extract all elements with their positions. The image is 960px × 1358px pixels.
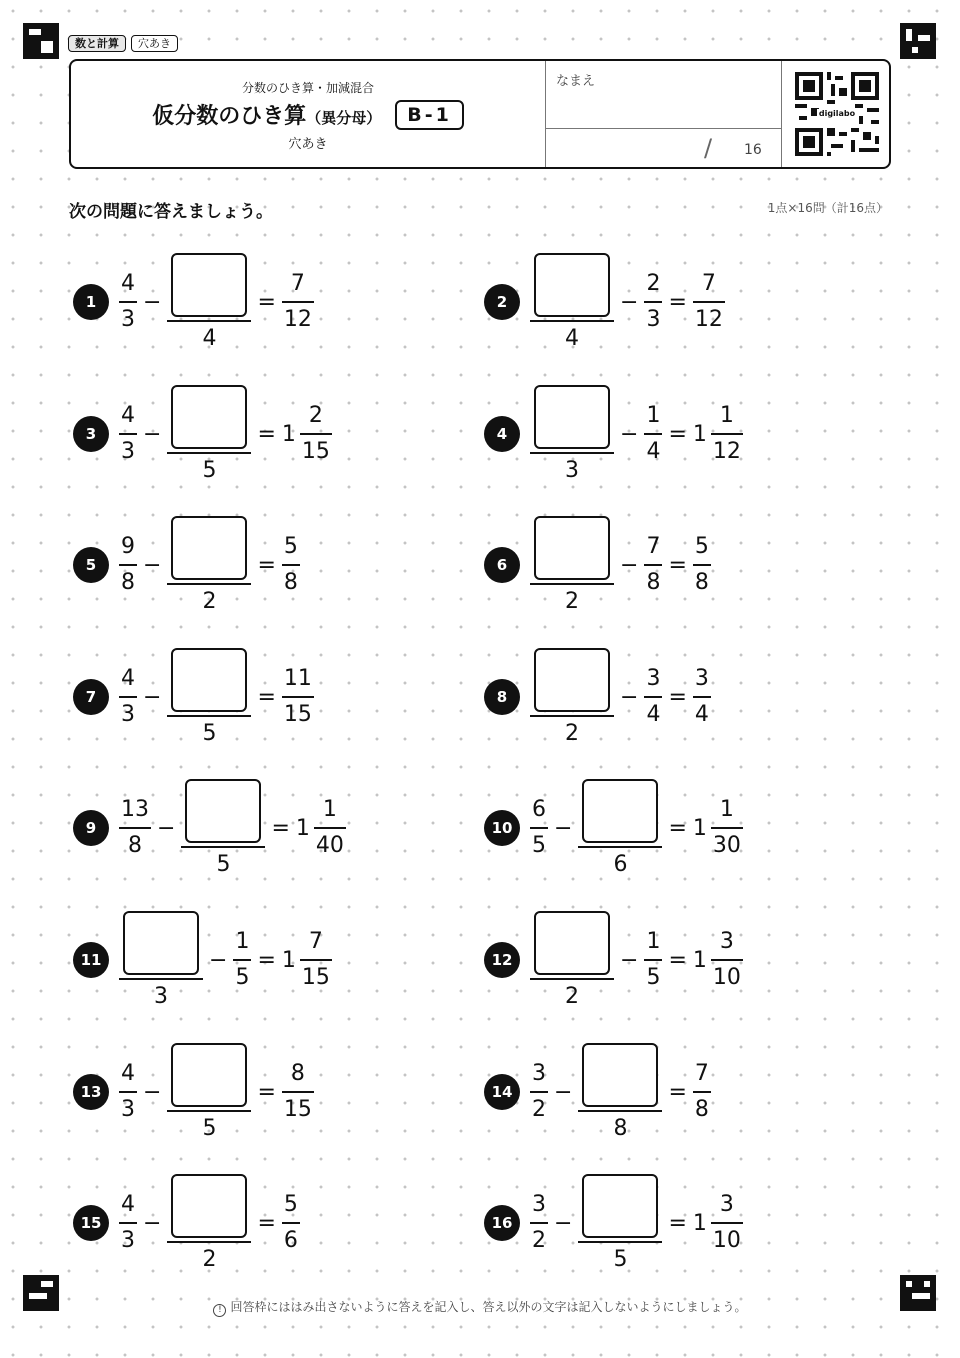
result-numerator: 1 <box>719 797 734 822</box>
corner-marker-top-left <box>23 23 59 59</box>
score-slash: / <box>704 134 713 162</box>
result-denominator: 8 <box>694 1097 709 1122</box>
fraction-bar <box>300 433 332 435</box>
subtrahend-denominator: 4 <box>646 702 661 727</box>
score-note: 1点×16問（計16点） <box>767 201 888 215</box>
minuend-denominator: 2 <box>565 983 579 1009</box>
minuend-numerator: 4 <box>121 271 135 296</box>
subtrahend-fraction <box>644 666 662 728</box>
fraction-bar <box>167 1110 251 1112</box>
fraction-bar <box>167 452 251 454</box>
fraction-bar <box>167 583 251 585</box>
minus-sign: − <box>620 289 639 315</box>
result-denominator: 15 <box>301 965 330 990</box>
problem-number: 2 <box>484 284 520 320</box>
minus-sign: − <box>143 552 162 578</box>
fraction-bar <box>167 1241 251 1243</box>
result-fraction <box>282 1061 314 1123</box>
minuend-numerator: 4 <box>121 666 135 691</box>
subtrahend-fraction <box>181 779 265 878</box>
answer-box[interactable] <box>534 385 610 449</box>
result-whole-number: 1 <box>692 1210 707 1236</box>
problem-5 <box>73 519 300 614</box>
fraction-bar <box>530 583 614 585</box>
fraction-bar <box>644 301 662 303</box>
fraction-bar <box>282 1222 300 1224</box>
minuend-fraction <box>530 797 548 859</box>
fraction-bar <box>282 564 300 566</box>
result-denominator: 15 <box>283 1097 312 1122</box>
answer-box[interactable] <box>534 516 610 580</box>
minuend-fraction <box>119 271 137 333</box>
minuend-denominator: 4 <box>565 325 579 351</box>
minuend-fraction <box>119 403 137 465</box>
minus-sign: − <box>209 947 228 973</box>
divider <box>546 128 782 129</box>
result-denominator: 30 <box>712 833 741 858</box>
problem-number: 1 <box>73 284 109 320</box>
subtrahend-fraction <box>644 403 662 465</box>
answer-box[interactable] <box>534 253 610 317</box>
minuend-denominator: 5 <box>532 833 546 858</box>
subtrahend-denominator: 8 <box>646 570 661 595</box>
fraction-bar <box>530 1091 548 1093</box>
qr-code-area <box>781 61 890 167</box>
minuend-denominator: 2 <box>565 720 579 746</box>
subtrahend-denominator: 8 <box>613 1115 628 1141</box>
footer-note <box>0 1298 960 1317</box>
result-numerator: 7 <box>290 271 305 296</box>
name-field[interactable] <box>545 61 782 167</box>
fraction-bar <box>578 846 662 848</box>
fraction-bar <box>711 959 743 961</box>
result-numerator: 11 <box>283 666 312 691</box>
problem-13 <box>73 1046 314 1141</box>
equals-sign: = <box>257 421 276 447</box>
subtrahend-denominator: 5 <box>202 720 217 746</box>
result-fraction <box>693 1061 711 1123</box>
problem-number: 8 <box>484 679 520 715</box>
subtrahend-denominator: 4 <box>202 325 217 351</box>
minuend-fraction <box>119 666 137 728</box>
worksheet-mode: 穴あき <box>288 137 328 152</box>
fraction-bar <box>530 715 614 717</box>
worksheet-title-suffix: （異分母） <box>306 109 382 127</box>
minuend-fraction <box>530 516 614 615</box>
minuend-fraction <box>119 1192 137 1254</box>
subtrahend-fraction <box>167 1174 251 1273</box>
minuend-denominator: 3 <box>154 983 168 1009</box>
minuend-numerator: 3 <box>532 1192 546 1217</box>
result-fraction <box>693 271 725 333</box>
minuend-fraction <box>530 1061 548 1123</box>
minuend-denominator: 3 <box>121 439 135 464</box>
title-row <box>71 99 545 130</box>
result-denominator: 10 <box>712 965 741 990</box>
fraction-bar <box>530 827 548 829</box>
minus-sign: − <box>143 289 162 315</box>
problem-number: 16 <box>484 1205 520 1241</box>
minus-sign: − <box>620 684 639 710</box>
minuend-fraction <box>119 911 203 1010</box>
answer-box[interactable] <box>171 516 247 580</box>
problem-number: 4 <box>484 416 520 452</box>
result-denominator: 15 <box>283 702 312 727</box>
subtrahend-fraction <box>167 253 251 352</box>
equals-sign: = <box>668 1210 687 1236</box>
result-denominator: 12 <box>283 307 312 332</box>
result-numerator: 5 <box>283 534 298 559</box>
corner-marker-top-right <box>900 23 936 59</box>
minuend-fraction <box>530 253 614 352</box>
fraction-bar <box>693 301 725 303</box>
minus-sign: − <box>620 947 639 973</box>
equals-sign: = <box>668 289 687 315</box>
fraction-bar <box>119 433 137 435</box>
subtrahend-fraction <box>167 1043 251 1142</box>
minuend-numerator: 13 <box>121 797 149 822</box>
result-denominator: 15 <box>301 439 330 464</box>
fraction-bar <box>693 1091 711 1093</box>
result-fraction <box>300 403 332 465</box>
result-denominator: 8 <box>694 570 709 595</box>
result-numerator: 3 <box>719 929 734 954</box>
result-fraction <box>693 666 711 728</box>
subtrahend-numerator: 7 <box>646 534 661 559</box>
problem-8 <box>484 651 711 746</box>
subtrahend-numerator: 1 <box>646 929 661 954</box>
result-fraction <box>282 271 314 333</box>
result-numerator: 7 <box>694 1061 709 1086</box>
result-numerator: 7 <box>701 271 716 296</box>
problem-number: 12 <box>484 942 520 978</box>
minuend-denominator: 8 <box>128 833 142 858</box>
subtrahend-fraction <box>167 516 251 615</box>
subtrahend-denominator: 3 <box>646 307 661 332</box>
problem-1 <box>73 256 314 351</box>
fraction-bar <box>693 564 711 566</box>
equals-sign: = <box>257 684 276 710</box>
subtrahend-numerator: 2 <box>646 271 661 296</box>
minuend-fraction <box>119 797 151 859</box>
minuend-denominator: 3 <box>121 1097 135 1122</box>
subtrahend-fraction <box>233 929 251 991</box>
problem-number: 11 <box>73 942 109 978</box>
result-fraction <box>314 797 346 859</box>
fraction-bar <box>282 301 314 303</box>
worksheet-title: 仮分数のひき算 <box>152 104 307 129</box>
subtrahend-denominator: 2 <box>202 588 217 614</box>
minuend-numerator: 4 <box>121 1061 135 1086</box>
problem-number: 15 <box>73 1205 109 1241</box>
subtrahend-denominator: 5 <box>202 457 217 483</box>
answer-box[interactable] <box>534 911 610 975</box>
result-numerator: 5 <box>283 1192 298 1217</box>
problem-14 <box>484 1046 711 1141</box>
subtrahend-denominator: 5 <box>216 851 231 877</box>
problem-7 <box>73 651 314 746</box>
result-fraction <box>282 666 314 728</box>
fraction-bar <box>167 320 251 322</box>
answer-box[interactable] <box>582 779 658 843</box>
equals-sign: = <box>668 1079 687 1105</box>
result-whole-number: 1 <box>281 421 296 447</box>
result-denominator: 12 <box>694 307 723 332</box>
result-fraction <box>300 929 332 991</box>
subtrahend-fraction <box>578 1174 662 1273</box>
problem-9 <box>73 782 346 877</box>
equals-sign: = <box>257 1210 276 1236</box>
answer-box[interactable] <box>582 1043 658 1107</box>
equals-sign: = <box>668 684 687 710</box>
minus-sign: − <box>554 1210 573 1236</box>
result-denominator: 6 <box>283 1228 298 1253</box>
fraction-bar <box>711 433 743 435</box>
answer-box[interactable] <box>185 779 261 843</box>
problem-number: 7 <box>73 679 109 715</box>
result-numerator: 7 <box>308 929 323 954</box>
minuend-fraction <box>530 648 614 747</box>
minuend-fraction <box>530 1192 548 1254</box>
equals-sign: = <box>257 947 276 973</box>
fraction-bar <box>233 959 251 961</box>
subtrahend-numerator: 1 <box>235 929 250 954</box>
equals-sign: = <box>271 815 290 841</box>
result-numerator: 5 <box>694 534 709 559</box>
result-fraction <box>282 1192 300 1254</box>
fraction-bar <box>119 978 203 980</box>
problem-12 <box>484 914 743 1009</box>
problem-4 <box>484 388 743 483</box>
fraction-bar <box>167 715 251 717</box>
subtrahend-denominator: 5 <box>613 1246 628 1272</box>
equals-sign: = <box>668 421 687 447</box>
fraction-bar <box>693 696 711 698</box>
result-fraction <box>282 534 300 596</box>
problem-6 <box>484 519 711 614</box>
fraction-bar <box>530 452 614 454</box>
problem-2 <box>484 256 725 351</box>
answer-box[interactable] <box>171 1043 247 1107</box>
problem-3 <box>73 388 332 483</box>
fraction-bar <box>119 696 137 698</box>
subtrahend-fraction <box>578 779 662 878</box>
answer-box[interactable] <box>534 648 610 712</box>
fraction-bar <box>300 959 332 961</box>
subtrahend-denominator: 5 <box>646 965 661 990</box>
category-tags <box>68 35 178 52</box>
minus-sign: − <box>620 421 639 447</box>
instruction: 次の問題に答えましょう。 <box>69 202 273 222</box>
subtrahend-denominator: 5 <box>202 1115 217 1141</box>
equals-sign: = <box>257 1079 276 1105</box>
subtrahend-fraction <box>644 534 662 596</box>
result-numerator: 3 <box>719 1192 734 1217</box>
result-numerator: 1 <box>322 797 337 822</box>
problem-10 <box>484 782 743 877</box>
minuend-fraction <box>119 1061 137 1123</box>
problem-15 <box>73 1177 300 1272</box>
minuend-denominator: 2 <box>532 1097 546 1122</box>
answer-box[interactable] <box>171 1174 247 1238</box>
problem-number: 3 <box>73 416 109 452</box>
minus-sign: − <box>143 421 162 447</box>
subtrahend-denominator: 5 <box>235 965 250 990</box>
fraction-bar <box>644 433 662 435</box>
level-badge: B-1 <box>395 100 464 130</box>
fraction-bar <box>119 1091 137 1093</box>
minuend-numerator: 9 <box>121 534 135 559</box>
problem-16 <box>484 1177 743 1272</box>
minuend-denominator: 3 <box>121 702 135 727</box>
subtrahend-fraction <box>644 929 662 991</box>
minus-sign: − <box>157 815 176 841</box>
fraction-bar <box>530 320 614 322</box>
minuend-fraction <box>119 534 137 596</box>
minuend-fraction <box>530 385 614 484</box>
qr-label: digilabo <box>818 109 856 118</box>
fraction-bar <box>119 564 137 566</box>
result-numerator: 8 <box>290 1061 305 1086</box>
fraction-bar <box>578 1241 662 1243</box>
minus-sign: − <box>554 1079 573 1105</box>
fraction-bar <box>119 301 137 303</box>
fraction-bar <box>282 1091 314 1093</box>
problem-number: 10 <box>484 810 520 846</box>
fraction-bar <box>530 978 614 980</box>
equals-sign: = <box>668 552 687 578</box>
worksheet-subtitle: 分数のひき算・加減混合 <box>241 81 374 95</box>
result-denominator: 4 <box>694 702 709 727</box>
name-label: なまえ <box>556 74 596 89</box>
fraction-bar <box>314 827 346 829</box>
subtrahend-fraction <box>167 648 251 747</box>
equals-sign: = <box>257 289 276 315</box>
minuend-numerator: 3 <box>532 1061 546 1086</box>
minuend-fraction <box>530 911 614 1010</box>
result-numerator: 2 <box>308 403 323 428</box>
subtrahend-numerator: 1 <box>646 403 661 428</box>
result-fraction <box>693 534 711 596</box>
result-whole-number: 1 <box>281 947 296 973</box>
result-fraction <box>711 929 743 991</box>
minuend-denominator: 3 <box>565 457 579 483</box>
answer-box[interactable] <box>582 1174 658 1238</box>
minus-sign: − <box>620 552 639 578</box>
problem-number: 5 <box>73 547 109 583</box>
minuend-denominator: 2 <box>532 1228 546 1253</box>
fraction-bar <box>181 846 265 848</box>
total-score: 16 <box>744 142 762 158</box>
problem-number: 14 <box>484 1074 520 1110</box>
result-whole-number: 1 <box>692 815 707 841</box>
result-whole-number: 1 <box>692 421 707 447</box>
worksheet-header <box>69 59 891 169</box>
result-denominator: 10 <box>712 1228 741 1253</box>
equals-sign: = <box>668 947 687 973</box>
minus-sign: − <box>554 815 573 841</box>
result-numerator: 3 <box>694 666 709 691</box>
fraction-bar <box>644 959 662 961</box>
minuend-denominator: 3 <box>121 307 135 332</box>
minuend-denominator: 8 <box>121 570 135 595</box>
problem-11 <box>73 914 332 1009</box>
fraction-bar <box>711 1222 743 1224</box>
minus-sign: − <box>143 684 162 710</box>
subtrahend-fraction <box>644 271 662 333</box>
type-tag: 穴あき <box>131 35 178 52</box>
minus-sign: − <box>143 1079 162 1105</box>
result-fraction <box>711 797 743 859</box>
answer-box[interactable] <box>171 253 247 317</box>
problem-number: 9 <box>73 810 109 846</box>
fraction-bar <box>119 827 151 829</box>
result-denominator: 40 <box>315 833 344 858</box>
title-block <box>71 61 545 167</box>
equals-sign: = <box>257 552 276 578</box>
subtrahend-denominator: 4 <box>646 439 661 464</box>
result-whole-number: 1 <box>692 947 707 973</box>
result-fraction <box>711 1192 743 1254</box>
fraction-bar <box>578 1110 662 1112</box>
result-fraction <box>711 403 743 465</box>
minuend-numerator: 6 <box>532 797 546 822</box>
answer-box[interactable] <box>171 648 247 712</box>
footer-text: 回答枠にははみ出さないように答えを記入し、答え以外の文字は記入しないようにしましょう。 <box>230 1300 747 1314</box>
fraction-bar <box>644 564 662 566</box>
answer-box[interactable] <box>171 385 247 449</box>
category-tag: 数と計算 <box>68 35 126 52</box>
result-numerator: 1 <box>719 403 734 428</box>
result-denominator: 8 <box>283 570 298 595</box>
result-denominator: 12 <box>712 439 741 464</box>
problem-number: 13 <box>73 1074 109 1110</box>
equals-sign: = <box>668 815 687 841</box>
subtrahend-denominator: 6 <box>613 851 628 877</box>
problem-number: 6 <box>484 547 520 583</box>
subtrahend-denominator: 2 <box>202 1246 217 1272</box>
subtrahend-numerator: 3 <box>646 666 661 691</box>
fraction-bar <box>282 696 314 698</box>
subtrahend-fraction <box>578 1043 662 1142</box>
subtrahend-fraction <box>167 385 251 484</box>
fraction-bar <box>119 1222 137 1224</box>
info-icon: ! <box>213 1304 226 1317</box>
result-whole-number: 1 <box>295 815 310 841</box>
fraction-bar <box>711 827 743 829</box>
worksheet-title-group <box>152 99 381 130</box>
answer-box[interactable] <box>123 911 199 975</box>
minus-sign: − <box>143 1210 162 1236</box>
minuend-numerator: 4 <box>121 1192 135 1217</box>
minuend-denominator: 3 <box>121 1228 135 1253</box>
fraction-bar <box>530 1222 548 1224</box>
minuend-denominator: 2 <box>565 588 579 614</box>
fraction-bar <box>644 696 662 698</box>
minuend-numerator: 4 <box>121 403 135 428</box>
